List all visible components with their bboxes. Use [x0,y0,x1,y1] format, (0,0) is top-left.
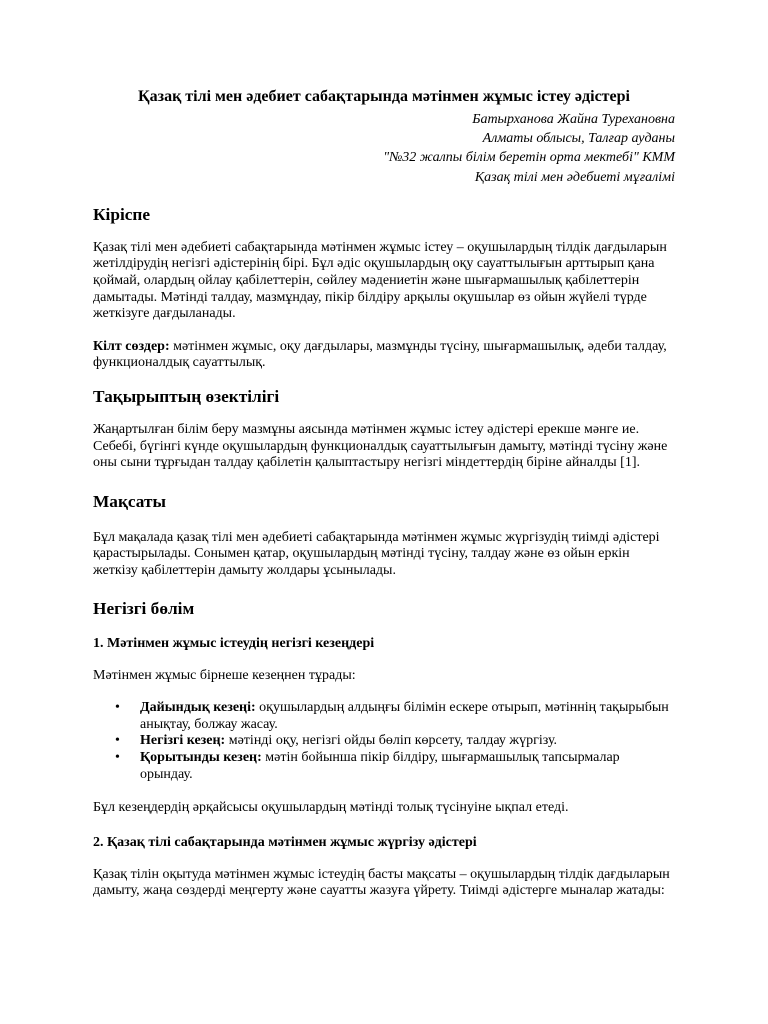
document-content [93,86,675,900]
list-item [93,700,675,733]
section1-intro: Мәтінмен жұмыс бірнеше кезеңнен тұрады: [93,667,356,683]
intro-paragraph: Қазақ тілі мен әдебиеті сабақтарында мәтінмен жұмыс істеу – оқушылардың тілдік дағдыларын жетілдірудің негізгі әдістерінің бірі. Бұл әдіс оқушылардың оқу сауаттылығын арттырып қана қоймай, олардың ойлау қабілеттерін, сөйлеу мәдениетін және шығармашылық қабілеттерін дамытады. Мәтінді талдау, мазмұндау, пікір білдіру арқылы оқушылар өз ойын жүйелі түрде жеткізуге дағдыланады. [93,239,667,322]
section2-paragraph: Қазақ тілін оқытуда мәтінмен жұмыс істеудің басты мақсаты – оқушылардың тілдік дағдыларын дамыту, жаңа сөздерді меңгерту және сауатты жазуға үйрету. Тиімді әдістерге мыналар жатады: [93,866,670,899]
section1-heading: 1. Мәтінмен жұмыс істеудің негізгі кезеңдері [93,635,375,651]
stage-label: Негізгі кезең: [140,733,226,749]
goal-paragraph: Бұл мақалада қазақ тілі мен әдебиеті сабақтарында мәтінмен жұмыс жүргізудің тиімді әдістері қарастырылады. Сонымен қатар, оқушылардың мәтінді түсіну, талдау және өз ойын еркін жеткізу қабілеттерін дамыту жолдары ұсынылады. [93,529,660,578]
list-item [93,750,675,783]
keywords-label: Кілт сөздер: [93,338,170,354]
stage-label: Қорытынды кезең: [140,749,262,765]
author-school: "№32 жалпы білім беретін орта мектебі" КММ [383,150,675,166]
author-info [93,110,675,187]
intro-heading: Кіріспе [93,204,151,224]
stage-text: оқушылардың алдыңғы білімін ескере отырып, мәтіннің тақырыбын анықтау, болжау жасау. [140,700,669,732]
stage-label: Дайындық кезеңі: [140,700,256,716]
bullet-icon: • [115,749,120,765]
section1-conclusion: Бұл кезеңдердің әрқайсысы оқушылардың мәтінді толық түсінуіне ықпал етеді. [93,800,569,816]
goal-heading: Мақсаты [93,491,166,511]
main-heading: Негізгі бөлім [93,598,195,618]
relevance-heading: Тақырыптың өзектілігі [93,386,280,406]
bullet-icon: • [115,700,120,716]
stages-list [93,700,675,783]
section2-heading: 2. Қазақ тілі сабақтарында мәтінмен жұмыс жүргізу әдістері [93,834,477,850]
author-name: Батырханова Жайна Турехановна [472,112,675,127]
bullet-icon: • [115,733,120,749]
keywords-text: мәтінмен жұмыс, оқу дағдылары, мазмұнды түсіну, шығармашылық, әдеби талдау, функционалдық сауаттылық. [93,338,667,371]
author-region: Алматы облысы, Талғар ауданы [482,131,675,147]
author-position: Қазақ тілі мен әдебиеті мұғалімі [474,169,675,185]
relevance-paragraph: Жаңартылған білім беру мазмұны аясында мәтінмен жұмыс істеу әдістері ерекше мәнге ие. Себебі, бүгінгі күнде оқушылардың функционалдық сауаттылығын дамыту, мәтінді түсіну және оны сыни тұрғыдан талдау қабілетін қалыптастыру негізгі міндеттердің біріне айналды [1]. [93,421,668,471]
article-title: Қазақ тілі мен әдебиет сабақтарында мәтінмен жұмыс істеу әдістері [138,88,630,105]
keywords-paragraph [93,339,675,372]
stage-text: мәтін бойынша пікір білдіру, шығармашылық тапсырмалар орындау. [140,749,620,782]
stage-text: мәтінді оқу, негізгі ойды бөліп көрсету, талдау жүргізу. [225,733,558,749]
list-item [93,733,675,750]
